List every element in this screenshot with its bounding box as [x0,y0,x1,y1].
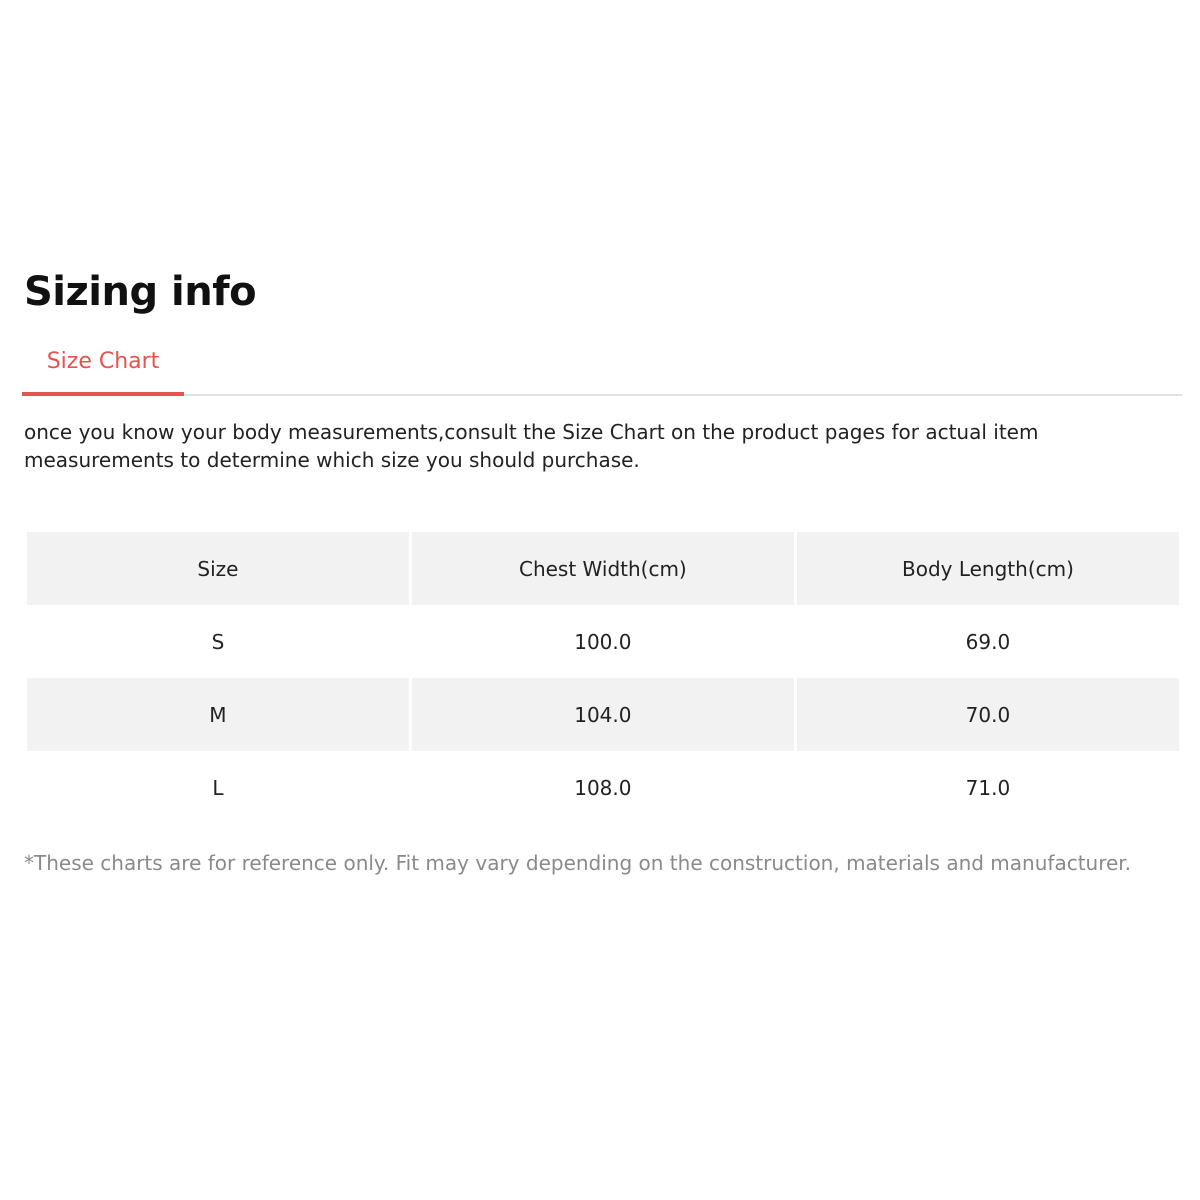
tab-size-chart-label: Size Chart [46,349,160,374]
cell-body-length: 71.0 [797,751,1179,824]
cell-size: M [27,678,409,751]
cell-chest-width: 104.0 [412,678,794,751]
page-title: Sizing info [24,269,257,315]
table-row [27,678,1179,751]
cell-body-length: 69.0 [797,605,1179,678]
tab-bar [22,340,1182,396]
cell-chest-width: 108.0 [412,751,794,824]
header-body-length: Body Length(cm) [797,532,1179,605]
cell-body-length: 70.0 [797,678,1179,751]
size-table [24,532,1182,824]
table-row [27,605,1179,678]
tab-size-chart[interactable] [22,340,184,396]
cell-size: S [27,605,409,678]
cell-chest-width: 100.0 [412,605,794,678]
reference-footnote: *These charts are for reference only. Fit may vary depending on the construction, materials and manufacturer. [24,851,1132,875]
cell-size: L [27,751,409,824]
size-chart-description: once you know your body measurements,consult the Size Chart on the product pages for actual item measurements to determine which size you should purchase. [24,420,1039,472]
header-size: Size [27,532,409,605]
header-chest-width: Chest Width(cm) [412,532,794,605]
table-header-row [27,532,1179,605]
table-row [27,751,1179,824]
